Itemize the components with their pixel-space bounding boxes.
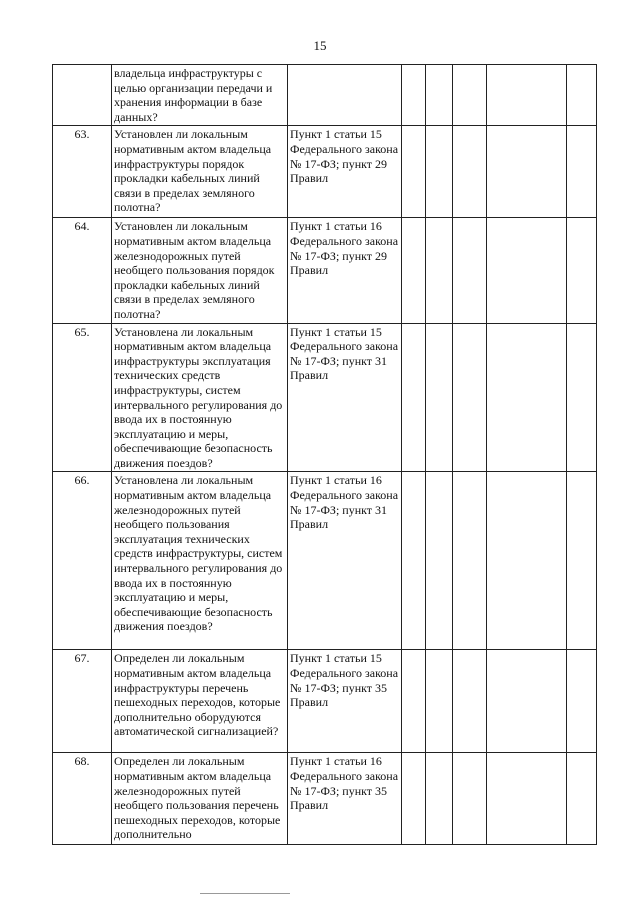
reference-cell: Пункт 1 статьи 15 Федерального закона № 17-ФЗ; пункт 31 Правил <box>288 323 402 472</box>
table-row <box>53 65 597 126</box>
row-number: 66. <box>53 472 112 650</box>
no-cell <box>426 753 453 845</box>
note-cell <box>487 472 567 650</box>
table-row <box>53 126 597 218</box>
not-applicable-cell <box>453 472 487 650</box>
question-cell: Установлен ли локальным нормативным актом владельца железнодорожных путей необщего пользования порядок прокладки кабельных линий связи в пределах земляного полотна? <box>112 218 288 323</box>
note-cell <box>487 323 567 472</box>
checklist-table <box>52 64 597 845</box>
reference-cell: Пункт 1 статьи 15 Федерального закона № 17-ФЗ; пункт 29 Правил <box>288 126 402 218</box>
page-number: 15 <box>313 38 327 53</box>
row-number: 65. <box>53 323 112 472</box>
extra-cell <box>567 323 597 472</box>
bottom-rule <box>200 893 290 894</box>
row-number: 68. <box>53 753 112 845</box>
not-applicable-cell <box>453 65 487 126</box>
yes-cell <box>402 472 426 650</box>
reference-cell: Пункт 1 статьи 16 Федерального закона № 17-ФЗ; пункт 29 Правил <box>288 218 402 323</box>
no-cell <box>426 650 453 753</box>
extra-cell <box>567 472 597 650</box>
extra-cell <box>567 650 597 753</box>
table-row <box>53 650 597 753</box>
no-cell <box>426 472 453 650</box>
note-cell <box>487 126 567 218</box>
question-cell: Установлен ли локальным нормативным актом владельца инфраструктуры порядок прокладки кабельных линий связи в пределах земляного полотна? <box>112 126 288 218</box>
extra-cell <box>567 753 597 845</box>
question-cell: владельца инфраструктуры с целью организации передачи и хранения информации в базе данных? <box>112 65 288 126</box>
yes-cell <box>402 126 426 218</box>
no-cell <box>426 218 453 323</box>
not-applicable-cell <box>453 126 487 218</box>
no-cell <box>426 65 453 126</box>
not-applicable-cell <box>453 323 487 472</box>
extra-cell <box>567 65 597 126</box>
yes-cell <box>402 323 426 472</box>
yes-cell <box>402 650 426 753</box>
table-row <box>53 472 597 650</box>
reference-cell: Пункт 1 статьи 15 Федерального закона № 17-ФЗ; пункт 35 Правил <box>288 650 402 753</box>
question-cell: Установлена ли локальным нормативным актом владельца железнодорожных путей необщего пользования эксплуатация технических средств инфраструктуры, систем интервального регулирования до ввода их в постоянную эксплуатацию и меры, обеспечивающие безопасность движения поездов? <box>112 472 288 650</box>
yes-cell <box>402 65 426 126</box>
extra-cell <box>567 218 597 323</box>
extra-cell <box>567 126 597 218</box>
no-cell <box>426 323 453 472</box>
row-number: 67. <box>53 650 112 753</box>
row-number: 64. <box>53 218 112 323</box>
not-applicable-cell <box>453 753 487 845</box>
reference-cell: Пункт 1 статьи 16 Федерального закона № 17-ФЗ; пункт 31 Правил <box>288 472 402 650</box>
row-number <box>53 65 112 126</box>
table-row <box>53 753 597 845</box>
row-number: 63. <box>53 126 112 218</box>
note-cell <box>487 650 567 753</box>
reference-cell <box>288 65 402 126</box>
note-cell <box>487 218 567 323</box>
question-cell: Определен ли локальным нормативным актом владельца железнодорожных путей необщего пользования перечень пешеходных переходов, которые дополнительно <box>112 753 288 845</box>
question-cell: Определен ли локальным нормативным актом владельца инфраструктуры перечень пешеходных переходов, которые дополнительно оборудуются автоматической сигнализацией? <box>112 650 288 753</box>
not-applicable-cell <box>453 218 487 323</box>
table-row <box>53 323 597 472</box>
yes-cell <box>402 753 426 845</box>
question-cell: Установлена ли локальным нормативным актом владельца инфраструктуры эксплуатация технических средств инфраструктуры, систем интервального регулирования до ввода их в постоянную эксплуатацию и меры, обеспечивающие безопасность движения поездов? <box>112 323 288 472</box>
note-cell <box>487 753 567 845</box>
yes-cell <box>402 218 426 323</box>
reference-cell: Пункт 1 статьи 16 Федерального закона № 17-ФЗ; пункт 35 Правил <box>288 753 402 845</box>
table-row <box>53 218 597 323</box>
not-applicable-cell <box>453 650 487 753</box>
note-cell <box>487 65 567 126</box>
no-cell <box>426 126 453 218</box>
